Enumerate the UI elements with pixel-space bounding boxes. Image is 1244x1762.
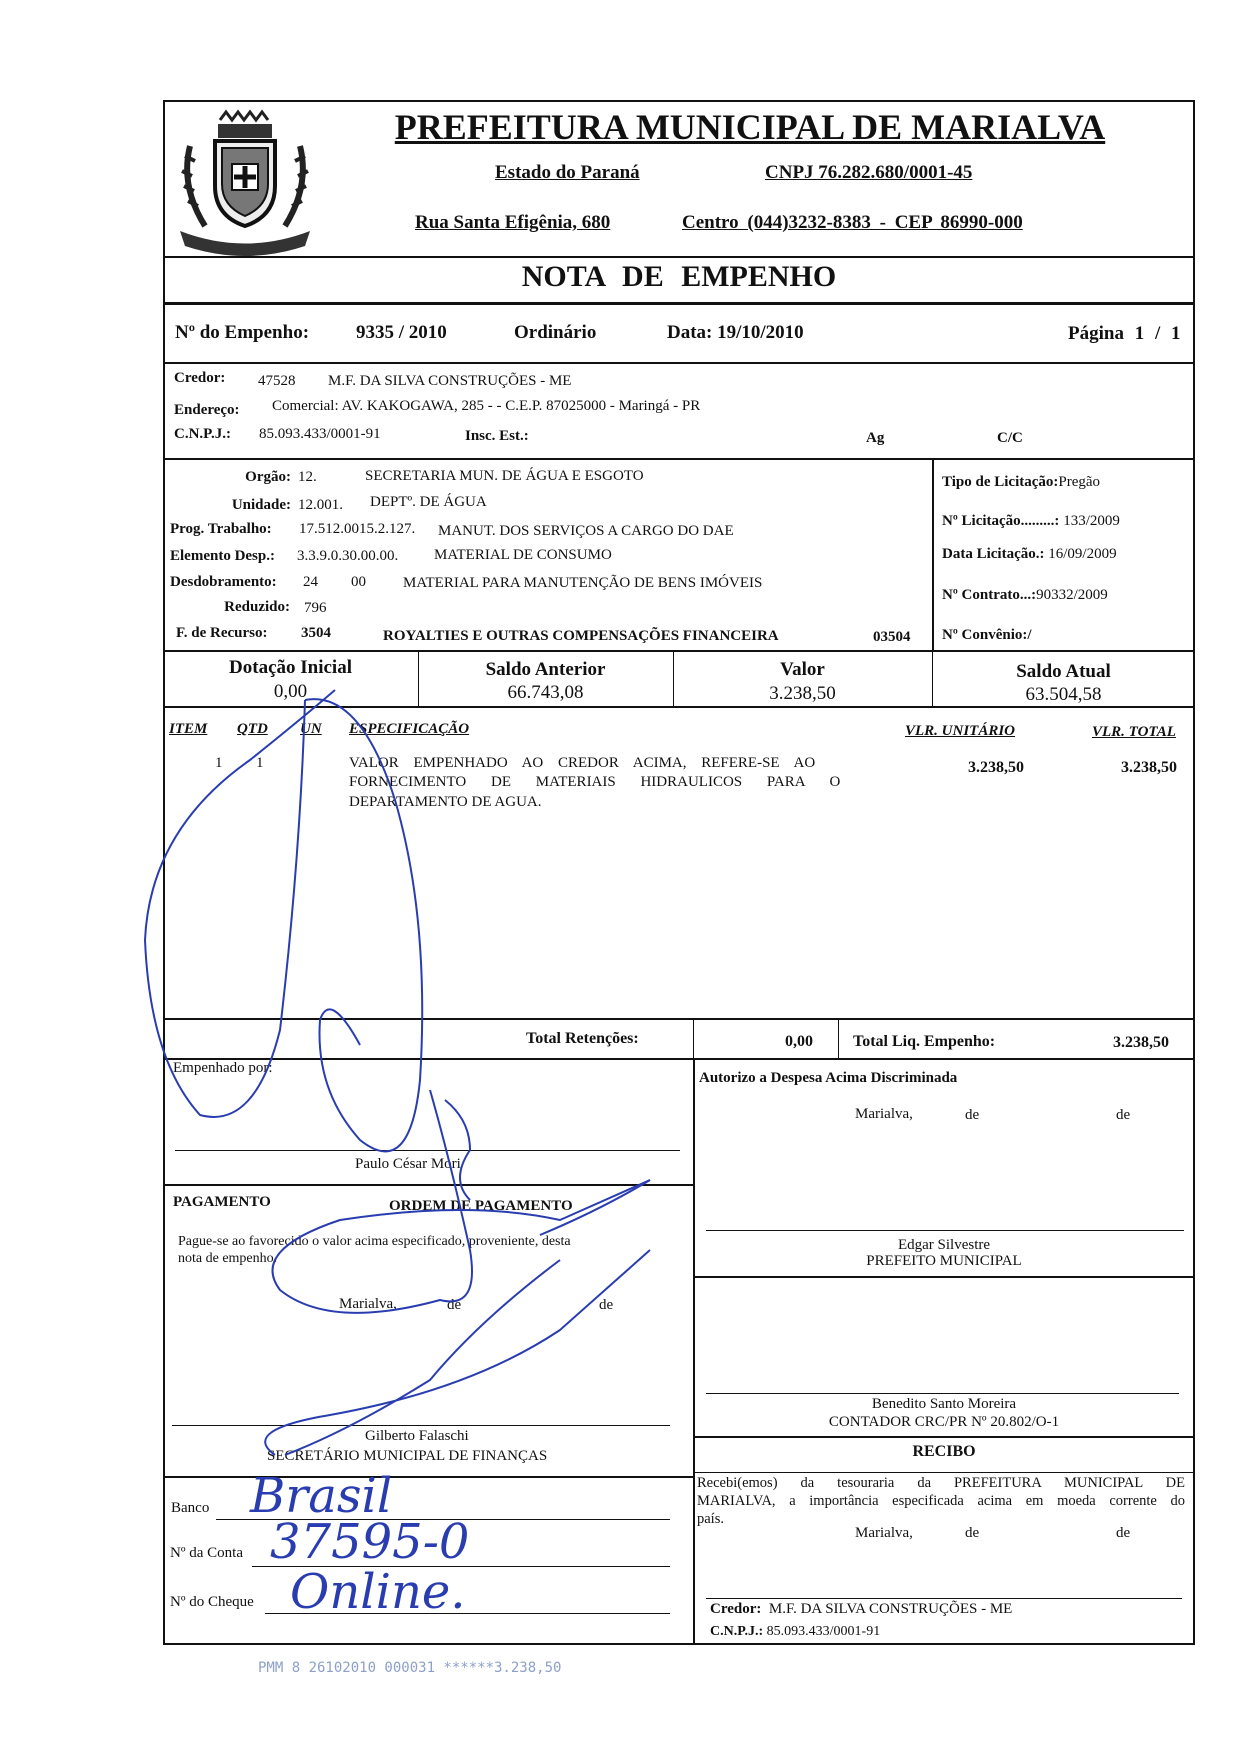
recibo-title: RECIBO [912, 1443, 976, 1460]
divider [838, 1020, 839, 1058]
credor-address: Comercial: AV. KAKOGAWA, 285 - - C.E.P. 87025000 - Maringá - PR [272, 398, 701, 414]
municipality-title: PREFEITURA MUNICIPAL DE MARIALVA [394, 107, 1106, 147]
item-spec-line1: VALOR EMPENHADO AO CREDOR ACIMA, REFERE-SE AO [349, 755, 816, 771]
licitacao-date [942, 546, 1117, 563]
saldo-anterior-label: Saldo Anterior [485, 659, 606, 680]
col-header-qtd: QTD [237, 721, 268, 737]
divider [163, 1476, 693, 1478]
col-header-unit-value: VLR. UNITÁRIO [905, 723, 1016, 739]
municipality-cnpj: CNPJ 76.282.680/0001-45 [765, 162, 973, 183]
desdobramento-desc: MATERIAL PARA MANUTENÇÃO DE BENS IMÓVEIS [403, 575, 763, 591]
signature-line [175, 1150, 680, 1151]
prefeito-title: PREFEITO MUNICIPAL [866, 1253, 1022, 1269]
desdobramento-code2: 00 [351, 574, 366, 590]
pagamento-title: PAGAMENTO [173, 1194, 271, 1210]
conta-label: Nº da Conta [170, 1545, 243, 1561]
elemento-label: Elemento Desp.: [170, 548, 275, 564]
licitacao-type-value: Pregão [1058, 474, 1101, 490]
valor-label: Valor [780, 659, 825, 680]
pay-de2: de [599, 1297, 614, 1313]
municipality-address: Rua Santa Efigênia, 680 [415, 212, 611, 233]
recurso-code: 3504 [301, 625, 331, 641]
licitacao-number-label: Nº Licitação.........: [942, 513, 1060, 529]
recibo-de1: de [965, 1525, 980, 1541]
unidade-label: Unidade: [231, 497, 291, 513]
divider [163, 1058, 1195, 1060]
pague-text-line2: nota de empenho. [178, 1251, 278, 1266]
desdobramento-code1: 24 [303, 574, 318, 590]
item-number: 1 [215, 755, 223, 771]
auth-de2: de [1116, 1107, 1131, 1123]
signature-line [706, 1230, 1184, 1231]
credor-label: Credor: [174, 370, 226, 386]
pague-text-line1: Pague-se ao favorecido o valor acima especificado, proveniente, desta [178, 1234, 571, 1249]
liquido-value: 3.238,50 [1113, 1034, 1169, 1051]
divider [932, 458, 934, 650]
auth-de1: de [965, 1107, 980, 1123]
licitacao-number [942, 513, 1120, 530]
unidade-desc: DEPTº. DE ÁGUA [370, 494, 487, 510]
pague-text [178, 1233, 571, 1267]
divider [693, 1058, 695, 1645]
prefeito-name: Edgar Silvestre [897, 1237, 991, 1253]
divider [163, 1184, 693, 1186]
item-spec-line3: DEPARTAMENTO DE AGUA. [349, 794, 542, 810]
elemento-code: 3.3.9.0.30.00.00. [297, 548, 399, 564]
licitacao-type [942, 474, 1100, 491]
signature-line [706, 1598, 1182, 1599]
licitacao-date-value: 16/09/2009 [1048, 546, 1117, 562]
contract-number [942, 587, 1108, 604]
secretario-name: Gilberto Falaschi [365, 1428, 469, 1444]
cheque-label: Nº do Cheque [170, 1594, 254, 1610]
divider [163, 362, 1195, 364]
prog-label: Prog. Trabalho: [170, 521, 272, 537]
retencoes-value: 0,00 [785, 1033, 813, 1050]
coat-of-arms-icon [170, 106, 320, 256]
empenho-number: 9335 / 2010 [356, 322, 447, 343]
item-qty: 1 [256, 755, 264, 771]
empenho-date: Data: 19/10/2010 [667, 322, 804, 343]
recibo-credor-name: M.F. DA SILVA CONSTRUÇÕES - ME [768, 1601, 1013, 1617]
recibo-credor-label: Credor: [710, 1601, 762, 1617]
divider [163, 1018, 1195, 1020]
divider [163, 256, 1195, 258]
empenhado-name: Paulo César Mori [355, 1156, 461, 1172]
recibo-text-line2: MARIALVA, a importância especificada acima em moeda corrente do [697, 1493, 1185, 1509]
saldo-anterior-value: 66.743,08 [507, 682, 584, 703]
orgao-label: Orgão: [245, 469, 291, 485]
item-unit-value: 3.238,50 [968, 759, 1024, 776]
recibo-text-line1: Recebi(emos) da tesouraria da PREFEITURA MUNICIPAL DE [697, 1475, 1185, 1491]
contract-number-value: 90332/2009 [1036, 587, 1108, 603]
recibo-cnpj-value: 85.093.433/0001-91 [766, 1624, 881, 1639]
reduzido-value: 796 [304, 600, 327, 616]
municipality-contact: Centro (044)3232-8383 - CEP 86990-000 [682, 212, 1023, 233]
licitacao-number-value: 133/2009 [1063, 513, 1120, 529]
col-header-total-value: VLR. TOTAL [1092, 724, 1176, 740]
saldo-atual-label: Saldo Atual [1016, 661, 1111, 682]
pay-city: Marialva, [339, 1296, 397, 1312]
prog-desc: MANUT. DOS SERVIÇOS A CARGO DO DAE [438, 523, 734, 539]
recibo-text [697, 1474, 1185, 1528]
divider [693, 1276, 1195, 1278]
saldo-atual-value: 63.504,58 [1025, 684, 1102, 705]
item-total-value: 3.238,50 [1121, 759, 1177, 776]
reduzido-label: Reduzido: [224, 599, 290, 615]
ordem-pagamento-title: ORDEM DE PAGAMENTO [389, 1198, 573, 1214]
recibo-credor [710, 1601, 1012, 1618]
credor-code: 47528 [258, 373, 296, 389]
recurso-desc: ROYALTIES E OUTRAS COMPENSAÇÕES FINANCEIRA [383, 628, 779, 644]
retencoes-label: Total Retenções: [526, 1030, 639, 1047]
banco-handwriting: Brasil [250, 1468, 393, 1524]
pay-de1: de [447, 1297, 462, 1313]
licitacao-date-label: Data Licitação.: [942, 546, 1045, 562]
recibo-text-line3: país. [697, 1511, 724, 1527]
signature-line [172, 1425, 670, 1426]
insc-est-label: Insc. Est.: [465, 428, 529, 444]
divider [163, 706, 1195, 708]
liquido-label: Total Liq. Empenho: [853, 1033, 996, 1050]
elemento-desc: MATERIAL DE CONSUMO [434, 547, 612, 563]
valor-value: 3.238,50 [769, 683, 836, 704]
municipal-coat-of-arms [170, 106, 320, 256]
autorizo-title: Autorizo a Despesa Acima Discriminada [699, 1070, 958, 1086]
cnpj-label: C.N.P.J.: [174, 426, 231, 442]
empenhado-label: Empenhado por: [173, 1060, 273, 1076]
divider [693, 1020, 694, 1058]
page-number: Página 1 / 1 [1068, 323, 1181, 344]
conta-handwriting: 37595-0 [270, 1514, 470, 1570]
recurso-label: F. de Recurso: [176, 625, 268, 641]
prog-code: 17.512.0015.2.127. [299, 521, 416, 537]
desdobramento-label: Desdobramento: [170, 574, 277, 590]
convenio-label: Nº Convênio:/ [942, 627, 1032, 643]
credor-name: M.F. DA SILVA CONSTRUÇÕES - ME [328, 373, 572, 389]
col-header-un: UN [300, 721, 322, 737]
recibo-de2: de [1116, 1525, 1131, 1541]
unidade-code: 12.001. [298, 497, 343, 513]
credor-cnpj: 85.093.433/0001-91 [259, 426, 381, 442]
document-title: NOTA DE EMPENHO [521, 260, 837, 293]
empenho-type: Ordinário [514, 322, 597, 343]
authentication-stamp: PMM 8 26102010 000031 ******3.238,50 [258, 1660, 562, 1676]
orgao-code: 12. [298, 469, 317, 485]
divider [693, 1436, 1195, 1438]
orgao-desc: SECRETARIA MUN. DE ÁGUA E ESGOTO [365, 468, 644, 484]
cheque-handwriting: Online. [290, 1564, 466, 1620]
secretario-title: SECRETÁRIO MUNICIPAL DE FINANÇAS [267, 1448, 548, 1464]
state-name: Estado do Paraná [495, 162, 640, 183]
divider [693, 1472, 1195, 1473]
recurso-code2: 03504 [873, 629, 911, 645]
contract-number-label: Nº Contrato...: [942, 587, 1037, 603]
dotacao-label: Dotação Inicial [229, 657, 352, 678]
auth-city: Marialva, [855, 1106, 913, 1122]
col-header-item: ITEM [169, 721, 208, 737]
dotacao-value: 0,00 [273, 681, 308, 702]
recibo-city: Marialva, [855, 1525, 913, 1541]
divider [163, 458, 1195, 460]
account-label: C/C [997, 430, 1023, 446]
licitacao-type-label: Tipo de Licitação: [942, 474, 1059, 490]
item-spec-line2: FORNECIMENTO DE MATERIAIS HIDRAULICOS PARA O [349, 774, 841, 790]
empenho-number-label: Nº do Empenho: [175, 322, 310, 343]
banco-label: Banco [171, 1500, 210, 1516]
signature-line [706, 1393, 1179, 1394]
contador-title: CONTADOR CRC/PR Nº 20.802/O-1 [828, 1414, 1060, 1430]
recibo-cnpj-label: C.N.P.J.: [710, 1624, 764, 1639]
divider [163, 302, 1195, 305]
divider [163, 650, 1195, 652]
col-header-spec: ESPECIFICAÇÃO [349, 721, 470, 737]
address-label: Endereço: [174, 402, 240, 418]
contador-name: Benedito Santo Moreira [871, 1396, 1017, 1412]
recibo-cnpj [710, 1624, 880, 1640]
agency-label: Ag [866, 430, 885, 446]
